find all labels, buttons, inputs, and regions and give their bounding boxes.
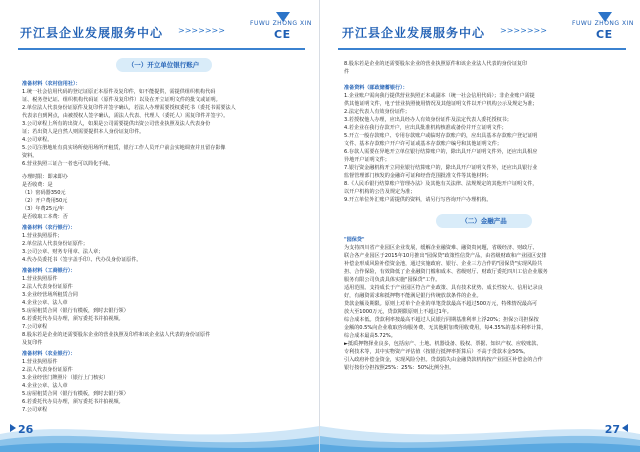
triangle-left-icon [622, 424, 628, 432]
text-line: 好，有融资需求和抵押物不能满足银行传统放款条件的企业。 [344, 293, 482, 299]
text-line: 联合各产业园区于2015年10月推出"园保贷"政策性信贷产品，由省级财政和产业园区安排 [344, 253, 547, 259]
text-line: （2）开户费用50元 [22, 198, 68, 204]
text-line: 4.公司章程。 [22, 137, 53, 143]
text-line: 贷款金额及期限。原则上对单个企业的单笔贷款最高不超过500万元，特殊情况最高可 [344, 301, 538, 307]
wave-decoration [320, 404, 640, 452]
text-line: 3.若授权他人办理，应出具经办人有效身份证件及法定代表人委托授权书； [344, 117, 512, 123]
text-line: 3.公司公章、财务专用章、法人章； [22, 249, 104, 255]
text-line: 3.公司章程上所有的出资人，如果是公司需要提供出资公司营业执照及法人代表身份 [22, 121, 211, 127]
text-line: 7.公司章程 [22, 407, 48, 413]
text-line: 2.法人代表身份证原件 [22, 367, 73, 373]
text-line: 6.若委托代办员办理，须写委托书并拍视频。 [22, 316, 124, 322]
text-line: 5.公司注册地址有真实场所使用场所开租赁，银行工作人员开户前会实地调查并且留存影像 [22, 145, 226, 151]
brand-top-text: FUWU ZHONG XIN [250, 20, 312, 27]
text-line: 2.单位法人代表身份证原件及复印件并签字确认，若法人办理需要授权委托书（委托书需要法人 [22, 105, 236, 111]
group-title: 准备材料（农行银行）： [22, 225, 76, 231]
text-line: 4.企业公章、法人章 [22, 383, 68, 389]
text-line: （1）密码器350元 [22, 190, 66, 196]
text-line: 1.企业账户需向我行提供营业执照正本或副本（统一社会信用代码）；非企业账户需提 [344, 93, 535, 99]
header-arrows: >>>>>>> [500, 26, 547, 35]
text-line: 银行按份分担按照25%：25%：50%比例分担。 [344, 365, 455, 371]
page-footer [320, 404, 640, 452]
header-divider [338, 48, 626, 50]
text-line: 服务有限公司负责具体实施"园保贷"工作。 [344, 277, 441, 283]
text-line: 2.法人代表身份证原件 [22, 284, 73, 290]
text-line: 2.法定代表人有效身份证件； [344, 109, 410, 115]
text-line: 1.营业执照原件； [22, 233, 63, 239]
text-line: 文件、基本存款账户开户许可证或基本存款账户编号和其他证明文件； [344, 141, 502, 147]
text-line: 适用范围。支持成长于产业园区符合产业政策、具有技术优势、成长性较大、信用记录良 [344, 285, 543, 291]
text-line: 1.统一社会信用代码的登记证原正本原件及复印件，如不能提供，需提供组织机构代码 [22, 89, 216, 95]
text-line: 办理时限：即来即办 [22, 174, 68, 180]
text-line: （3）年费25元/年 [22, 206, 65, 212]
header-divider [18, 48, 305, 50]
text-line: 证、税务登记证、组织机构代码证（原件及复印件）以及在开立证明文件的批文或证明。 [22, 97, 221, 103]
section-title: （二）金融产品 [436, 214, 532, 228]
text-line: 3.企业经营门牌照片（银行上门核实） [22, 375, 109, 381]
page-number [10, 423, 33, 436]
header-arrows: >>>>>>> [178, 26, 225, 35]
page-number [605, 423, 628, 436]
brand-logo [250, 18, 310, 48]
text-line: 为支持四川省产业园区企业发展，缓解企业融资难、融资贵问题，省级经济、财政厅、 [344, 245, 538, 251]
text-line: 补偿金形成风险补偿资金池，通过实施政府、银行、企业三方合作的"园保贷"实现风险共 [344, 261, 543, 267]
text-line: ►抵质押物择业良多，包括房产、土地、机器设备、股权、票据、知识产权、应收账款、 [344, 341, 542, 347]
text-line: 4.企业公章、法人章 [22, 300, 68, 306]
text-line: 8.股东若是企业的还需要股东企业的营业执照及印件和该企业法人代表的身份证原件 [22, 332, 211, 338]
header-title: 开江县企业发展服务中心 [342, 26, 486, 40]
page-number-text: 27 [604, 423, 620, 436]
brand-ce-text: CE [274, 28, 291, 41]
text-line: 8.《人民币银行结算账户管理办法》及其他有关法律、法规规定的其他开户证明文件， [344, 181, 538, 187]
page-header [320, 18, 640, 48]
text-line: 以开户机构的公告及规定为准； [344, 189, 416, 195]
group-title: 准备材料（工商银行）： [22, 268, 76, 274]
text-line: 监督管理部门核发的金融许可证和经营范围批准文件等其他材料； [344, 173, 492, 179]
page-header [0, 18, 319, 48]
text-line: 8.股东若是企业的还需要股东企业的营业执照原件和该企业法人代表的身份证复印 [344, 61, 528, 67]
text-line: 是否收费：是 [22, 182, 53, 188]
text-line: 专利技术等，其中实物资产评估值（按银行抵押率折算后）不高于贷款本金50%。 [344, 349, 529, 355]
text-line: 供其他证明文件，电子营业执照使用情况及其他证明文件以开户机构公示及规定为准； [344, 101, 538, 107]
text-line: 5.房屋租赁合同（银行有模板，到时去银行领） [22, 391, 129, 397]
text-line: 引入政府补偿金资金，实现风险分担。贷款损失由金融贷款机构按产业园区补偿金的合作 [344, 357, 543, 363]
text-line: 金额的0.5%向企业收取咨询服务费、无其他附加费用收费用，每4.35%的基本利率计算， [344, 325, 547, 331]
text-line: 9.开立单位外汇账户需提供的资料，请另行写咨询开户办理机构。 [344, 197, 492, 203]
right-page [320, 0, 640, 452]
wave-decoration [0, 404, 320, 452]
text-line: 4.代办员委托书（签字盖手印）、代办员身份证原件。 [22, 257, 142, 263]
left-content [22, 56, 305, 414]
text-line: 1.营业执照原件 [22, 359, 58, 365]
text-line: 7.公司章程 [22, 324, 48, 330]
group-title: 准备材料（农村信用社）： [22, 81, 81, 87]
text-line: 代表亲自到网点，由被授权人签字确认，需法人代表、代理人（委托人）需复印件并签字）。 [22, 113, 229, 119]
text-line: 1.营业执照原件 [22, 276, 58, 282]
text-line: 4.若企业在我行存款开户，应出具批准机构核准或备份并开立证明文件； [344, 125, 507, 131]
brand-ce-text: CE [596, 28, 613, 41]
group-title: 准备材料（农业银行）： [22, 351, 76, 357]
text-line: 7.银行资金融机构开立同业银行结算账户的，除出具开户证明文件外，还应出具银行业 [344, 165, 538, 171]
brand-logo [572, 18, 632, 48]
text-line: 放大至1000万元，贷款期限原则上不超过1年。 [344, 309, 452, 315]
text-line: 6.存款人需要在异地开立单位银行结算账户的，除出具开户证明文件外，还应出具相应 [344, 149, 538, 155]
text-line: 综合成本低。贷款利率按最高不超过人民银行同期基准利率上浮20%；担保公司担保按 [344, 317, 539, 323]
text-line: 3.企业经营场所租赁合同 [22, 292, 78, 298]
text-line: 6.营业执照三证合一者也可以简化手续。 [22, 161, 114, 167]
text-line: 异地开户证明文件； [344, 157, 390, 163]
text-line: 件 [344, 69, 350, 75]
brand-top-text: FUWU ZHONG XIN [572, 20, 634, 27]
product-name: "园保贷" [344, 237, 365, 243]
text-line: 资料。 [22, 153, 38, 159]
page-number-text: 26 [18, 423, 34, 436]
right-content [344, 60, 624, 372]
group-title: 准备资料（邮政储蓄银行）： [344, 85, 408, 91]
text-line: 及复印件 [22, 340, 43, 346]
text-line: 担、合作保险，有效降低了企业融资门槛和成本、省级财厅、财政厅委托四川工信企业服务 [344, 269, 548, 275]
triangle-right-icon [10, 424, 16, 432]
text-line: 5.房屋租赁合同（银行有模板，到时去银行领） [22, 308, 129, 314]
header-title: 开江县企业发展服务中心 [20, 26, 164, 40]
text-line: 是否收取工本费：否 [22, 214, 68, 220]
text-line: 证；若出资人是自然人则需要提供本人身份证复印件。 [22, 129, 145, 135]
text-line: 2.单位法人代表身份证原件； [22, 241, 88, 247]
page-footer [0, 404, 319, 452]
text-line: 6.若委托代办员办理，须写委托书并拍视频。 [22, 399, 124, 405]
section-title: （一）开立单位银行账户 [116, 58, 212, 72]
text-line: 综合成本最高5.72%。 [344, 333, 396, 339]
text-line: 5.开立一般存款账户、专用存款账户或临时存款账户的，应出具基本存款账户登记证明 [344, 133, 538, 139]
